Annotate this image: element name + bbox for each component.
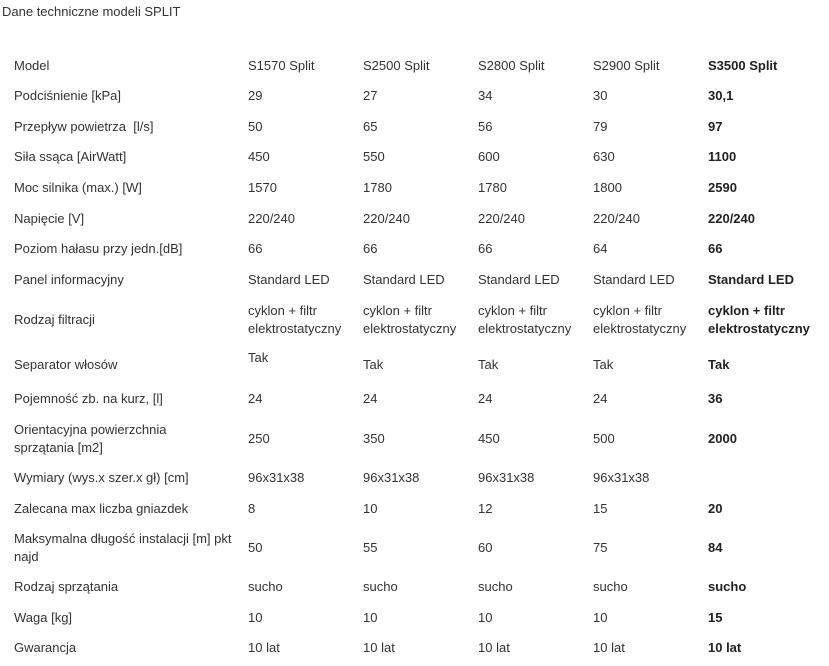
table-cell: 79: [593, 118, 608, 134]
table-cell: 10 lat: [708, 640, 742, 656]
row-label: Przepływ powietrza [l/s]: [14, 118, 154, 134]
table-cell: 64: [593, 241, 608, 257]
row-label: Orientacyjna powierzchnia sprzątania [m2]: [14, 421, 167, 455]
table-cell: 1780: [363, 180, 392, 196]
table-cell: 1780: [478, 180, 507, 196]
table-cell: 50: [248, 118, 263, 134]
table-row: [0, 112, 829, 143]
table-cell: 24: [478, 391, 493, 407]
table-cell: 10 lat: [478, 640, 510, 656]
column-header: S1570 Split: [248, 58, 315, 73]
table-row: [0, 81, 829, 112]
table-cell: 96x31x38: [363, 470, 420, 486]
row-label: Gwarancja: [14, 640, 77, 656]
table-row: [0, 415, 829, 463]
table-cell: 220/240: [478, 210, 525, 226]
table-cell: sucho: [363, 579, 398, 595]
table-cell: 630: [593, 149, 615, 165]
table-cell: cyklon + filtr elektrostatyczny: [248, 303, 342, 337]
table-cell: 15: [593, 500, 608, 516]
table-row: [0, 234, 829, 265]
table-cell: Standard LED: [363, 271, 445, 287]
table-cell: Standard LED: [593, 271, 675, 287]
table-cell: 10 lat: [363, 640, 395, 656]
table-cell: 34: [478, 88, 493, 104]
table-cell: 10: [478, 609, 493, 625]
table-cell: 1800: [593, 180, 622, 196]
table-row: [0, 572, 829, 603]
table-row: [0, 345, 829, 384]
row-label: Pojemność zb. na kurz, [l]: [14, 391, 163, 407]
page-title: Dane techniczne modeli SPLIT: [2, 4, 181, 19]
table-cell: 500: [593, 430, 615, 446]
table-cell: 1100: [708, 149, 737, 165]
table-cell: Tak: [708, 356, 730, 372]
column-header: S3500 Split: [708, 58, 778, 73]
row-label: Podciśnienie [kPa]: [14, 88, 121, 104]
table-cell: 66: [248, 241, 263, 257]
table-cell: 12: [478, 500, 493, 516]
row-label: Maksymalna długość instalacji [m] pkt najd: [14, 530, 232, 564]
table-row: [0, 603, 829, 634]
table-cell: 8: [248, 500, 256, 516]
table-cell: Standard LED: [248, 271, 330, 287]
table-cell: 10: [593, 609, 608, 625]
table-cell: sucho: [708, 579, 747, 595]
row-label: Napięcie [V]: [14, 210, 85, 226]
table-cell: 27: [363, 88, 378, 104]
table-cell: 1570: [248, 180, 277, 196]
table-cell: 10 lat: [593, 640, 625, 656]
table-cell: 450: [248, 149, 270, 165]
table-cell: 60: [478, 539, 493, 555]
table-cell: Tak: [248, 350, 269, 366]
table-cell: 65: [363, 118, 378, 134]
table-row: [0, 493, 829, 524]
table-cell: 66: [478, 241, 493, 257]
table-row: [0, 203, 829, 234]
column-header: Model: [14, 58, 50, 73]
table-cell: 50: [248, 539, 263, 555]
table-cell: cyklon + filtr elektrostatyczny: [593, 303, 687, 337]
spec-table: [0, 51, 829, 664]
table-cell: sucho: [248, 579, 283, 595]
table-cell: Standard LED: [478, 271, 560, 287]
table-cell: 30: [593, 88, 608, 104]
table-cell: 450: [478, 430, 500, 446]
table-cell: 24: [363, 391, 378, 407]
table-cell: Standard LED: [708, 271, 794, 287]
table-cell: 96x31x38: [593, 470, 650, 486]
table-row: [0, 265, 829, 296]
table-row: [0, 463, 829, 494]
table-cell: 30,1: [708, 88, 734, 104]
table-cell: cyklon + filtr elektrostatyczny: [363, 303, 457, 337]
table-row: [0, 384, 829, 415]
table-cell: sucho: [593, 579, 628, 595]
table-cell: 96x31x38: [248, 470, 305, 486]
column-header: S2900 Split: [593, 58, 660, 73]
row-label: Moc silnika (max.) [W]: [14, 180, 142, 196]
table-row: [0, 524, 829, 572]
table-cell: 97: [708, 118, 723, 134]
table-cell: 56: [478, 118, 493, 134]
table-cell: 220/240: [248, 210, 295, 226]
table-cell: 66: [363, 241, 378, 257]
table-cell: sucho: [478, 579, 513, 595]
table-cell: 2000: [708, 430, 737, 446]
row-label: Siła ssąca [AirWatt]: [14, 149, 127, 165]
column-header: S2500 Split: [363, 58, 430, 73]
table-cell: 24: [248, 391, 263, 407]
table-cell: 350: [363, 430, 385, 446]
table-cell: Tak: [363, 356, 384, 372]
table-cell: 66: [708, 241, 723, 257]
table-cell: 29: [248, 88, 263, 104]
table-row: [0, 142, 829, 173]
table-cell: 600: [478, 149, 500, 165]
table-row: [0, 295, 829, 345]
row-label: Separator włosów: [14, 356, 118, 372]
table-cell: 15: [708, 609, 723, 625]
table-cell: Tak: [478, 356, 499, 372]
row-label: Rodzaj sprzątania: [14, 579, 119, 595]
table-cell: 550: [363, 149, 385, 165]
row-label: Poziom hałasu przy jedn.[dB]: [14, 241, 183, 257]
table-cell: Tak: [593, 356, 614, 372]
row-label: Zalecana max liczba gniazdek: [14, 500, 189, 516]
table-cell: 84: [708, 539, 723, 555]
table-cell: 36: [708, 391, 723, 407]
table-cell: 220/240: [363, 210, 410, 226]
row-label: Rodzaj filtracji: [14, 312, 95, 328]
table-cell: 250: [248, 430, 270, 446]
table-header-row: [0, 51, 829, 81]
table-cell: 10: [363, 500, 378, 516]
table-cell: 24: [593, 391, 608, 407]
table-cell: 2590: [708, 180, 737, 196]
table-cell: 96x31x38: [478, 470, 535, 486]
table-cell: cyklon + filtr elektrostatyczny: [708, 303, 810, 337]
table-cell: 10: [363, 609, 378, 625]
table-cell: 55: [363, 539, 378, 555]
table-row: [0, 633, 829, 664]
table-row: [0, 173, 829, 204]
table-cell: 75: [593, 539, 608, 555]
table-cell: 220/240: [593, 210, 640, 226]
row-label: Wymiary (wys.x szer.x gł) [cm]: [14, 470, 189, 486]
table-cell: cyklon + filtr elektrostatyczny: [478, 303, 572, 337]
table-cell: 220/240: [708, 210, 755, 226]
row-label: Waga [kg]: [14, 609, 73, 625]
table-cell: 20: [708, 500, 723, 516]
table-cell: 10 lat: [248, 640, 280, 656]
table-cell: 10: [248, 609, 263, 625]
row-label: Panel informacyjny: [14, 271, 124, 287]
column-header: S2800 Split: [478, 58, 545, 73]
